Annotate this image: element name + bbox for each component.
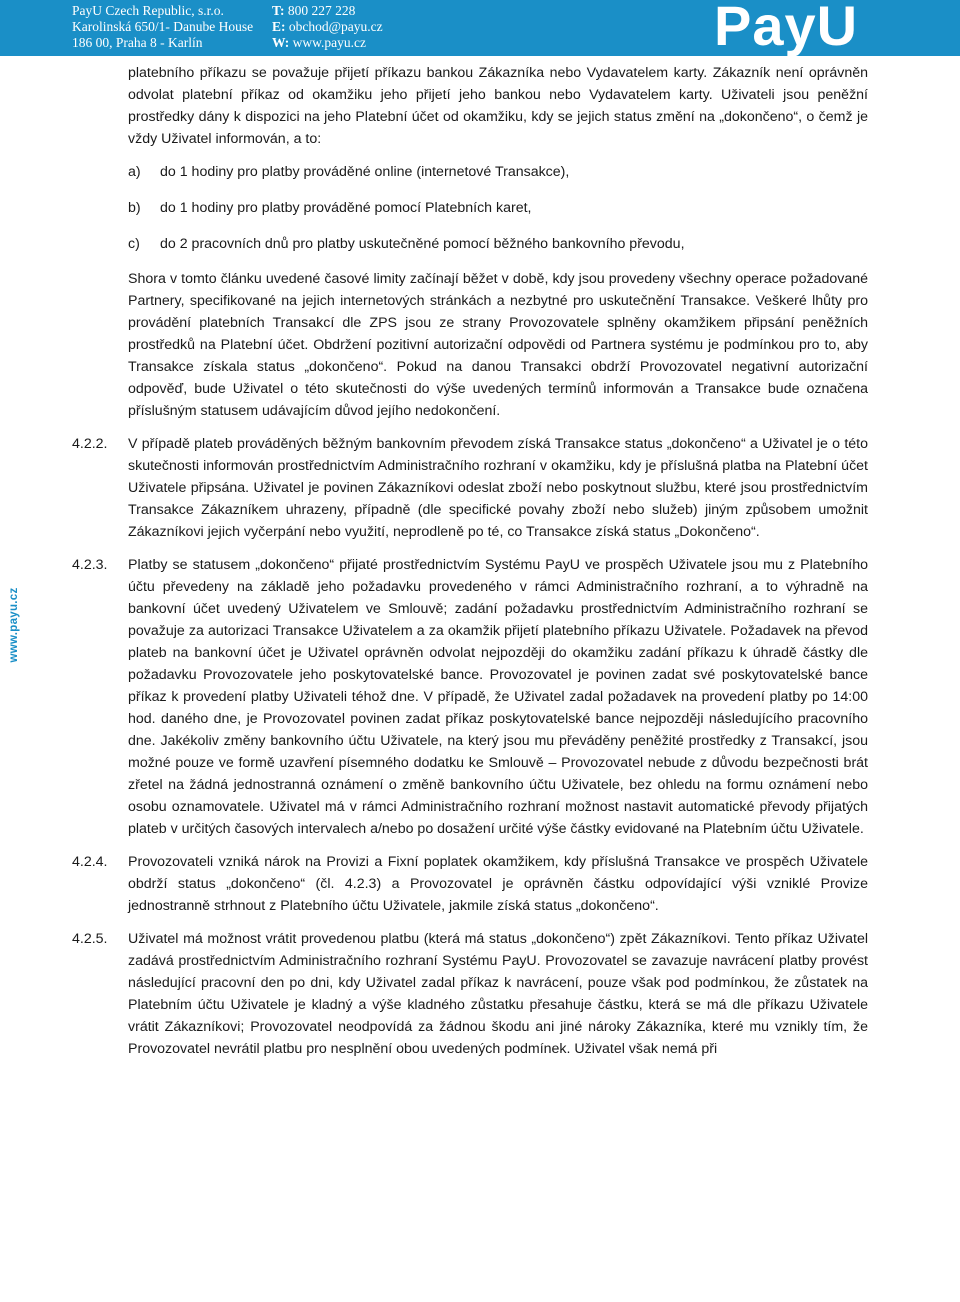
section-number: 4.2.4. — [72, 854, 108, 870]
phone-value: 800 227 228 — [287, 3, 356, 18]
section-text: Platby se statusem „dokončeno“ přijaté prostřednictvím Systému PayU ve prospěch Uživatele jsou mu z Platebního účtu převedeny na základě jeho požadavku provedeného v rámci Administračního rozhraní, a to výhradně na bankovní účet uvedený Uživatelem ve Smlouvě; zadání požadavku prostřednictvím Administračního rozhraní se považuje za autorizaci Transakce Uživatelem a za okamžik přijetí platebního příkazu Uživatele. Požadavek na převod plateb na bankovní účet je Uživatel oprávněn odvolat nejpozději do okamžiku zadání příkazu k úhradě částky dle požadavku Provozovatele jeho poskytovatelské bance. Provozovatel je povinen zadat své poskytovatelské bance příkaz k provedení platby Uživateli téhož dne. V případě, že Uživatel zadal požadavek na provedení platby po 14:00 hod. daného dne, je Provozovatel povinen zadat příkaz poskytovatelské bance nejpozději následujícího pracovního dne. Jakékoliv změny bankovního účtu Uživatele, na který jsou mu převáděny peněžité prostředky z Transakcí, jsou možné pouze ve formě uzavření písemného dodatku ke Smlouvě – Provozovatel nebude z důvodu bezpečnosti brát zřetel na žádná jednostranná oznámení o změně bankovního účtu Uživatele, bez ohledu na formu oznámení nebo osobu oznamovatele. Uživatel má v rámci Administračního rozhraní možnost nastavit automatické převody přijatých plateb v určitých časových intervalech a/nebo po dosažení určité výše částky evidované na Platebním účtu Uživatele. — [128, 557, 868, 837]
email-value: obchod@payu.cz — [288, 19, 383, 34]
logo-text: PayU — [714, 0, 859, 56]
email-line — [272, 19, 472, 35]
web-line — [272, 35, 472, 51]
phone-key: T: — [272, 3, 285, 18]
side-url: www.payu.cz — [8, 587, 20, 663]
contact-block — [272, 3, 472, 51]
list-marker: c) — [128, 236, 140, 252]
section-number: 4.2.3. — [72, 557, 108, 573]
web-value: www.payu.cz — [292, 35, 366, 50]
section-text: Uživatel má možnost vrátit provedenou platbu (která má status „dokončeno“) zpět Zákazníkovi. Tento příkaz Uživatel zadává prostřednictvím Administračního rozhraní Systému PayU. Provozovatel se zavazuje navrácení platby provést následující pracovní den po dni, kdy Uživatel zadal příkaz k navrácení, pouze však pod podmínkou, že zůstatek na Platebním účtu Uživatele je kladný a výše kladného zůstatku přesahuje částku, která se má dle příkazu Uživatele vrátit Zákazníkovi; Provozovatel neodpovídá za žádnou škodu ani jiné nároky Zákazníka, které mu vznikly tím, že Provozovatel nevrátil platbu pro nesplnění obou uvedených podmínek. Uživatel však nemá při — [128, 931, 868, 1057]
document-body — [72, 62, 868, 1060]
company-address-block — [72, 3, 272, 51]
list-marker: a) — [128, 164, 141, 180]
page-header — [0, 0, 960, 56]
address-line-2: 186 00, Praha 8 - Karlín — [72, 35, 203, 50]
section-number: 4.2.2. — [72, 436, 108, 452]
list-marker: b) — [128, 200, 141, 216]
company-name: PayU Czech Republic, s.r.o. — [72, 3, 224, 18]
list-item — [128, 233, 868, 255]
section-4-2-5 — [72, 928, 868, 1060]
section-number: 4.2.5. — [72, 931, 108, 947]
payu-logo — [714, 0, 890, 56]
list-text: do 2 pracovních dnů pro platby uskutečněné pomocí běžného bankovního převodu, — [160, 236, 685, 252]
intro-closing-paragraph: Shora v tomto článku uvedené časové limity začínají běžet v době, kdy jsou provedeny všechny operace požadované Partnery, specifikované na jejich internetových stránkách a nezbytné pro uskutečnění Transakce. Veškeré lhůty pro provádění platebních Transakcí dle ZPS jsou ze strany Provozovatele splněny okamžikem připsání peněžních prostředků na Platební účet. Obdržení pozitivní autorizační odpovědi od Partnera systému je podmínkou pro to, aby Transakce získala status „dokončeno“. Pokud na danou Transakci obdrží Provozovatel negativní autorizační odpověď, bude Uživatel o této skutečnosti do výše uvedených termínů informován a Transakce bude označena příslušným statusem udávajícím důvod jejího nedokončení. — [128, 271, 868, 419]
email-key: E: — [272, 19, 286, 34]
address-line-1: Karolinská 650/1- Danube House — [72, 19, 254, 34]
section-4-2-2 — [72, 433, 868, 543]
phone-line — [272, 3, 472, 19]
section-4-2-3 — [72, 554, 868, 840]
web-key: W: — [272, 35, 290, 50]
section-text: V případě plateb prováděných běžným bankovním převodem získá Transakce status „dokončeno“ a Uživatel je o této skutečnosti informován prostřednictvím Administračního rozhraní v okamžiku, kdy je příslušná platba na Platební účet Uživatele připsána. Uživatel je povinen Zákazníkovi odeslat zboží nebo poskytnout službu, které jsou prostřednictvím Transakce Zákazníkem uhrazeny, případně (dle specifické povahy zboží nebo služeb) jiným způsobem umožnit Zákazníkovi jejich vyčerpání nebo využití, neprodleně po té, co Transakce získá status „Dokončeno“. — [128, 436, 868, 540]
section-4-2-4 — [72, 851, 868, 917]
list-text: do 1 hodiny pro platby prováděné online (internetové Transakce), — [160, 164, 570, 180]
list-text: do 1 hodiny pro platby prováděné pomocí Platebních karet, — [160, 200, 532, 216]
list-item — [128, 161, 868, 183]
list-item — [128, 197, 868, 219]
intro-paragraph: platebního příkazu se považuje přijetí příkazu bankou Zákazníka nebo Vydavatelem karty. Zákazník není oprávněn odvolat platební příkaz od okamžiku jeho přijetí jeho bankou nebo Vydavatelem karty. Uživateli jsou peněžní prostředky dány k dispozici na jeho Platební účet od okamžiku, kdy se jejich status změní na „dokončeno“, o čemž je vždy Uživatel informován, a to: — [128, 65, 868, 147]
section-text: Provozovateli vzniká nárok na Provizi a Fixní poplatek okamžikem, kdy příslušná Transakce ve prospěch Uživatele obdrží status „dokončeno“ (čl. 4.2.3) a Provozovatel je oprávněn částku odpovídající výši vzniklé Provize jednostranně strhnout z Platebního účtu Uživatele, jakmile získá status „dokončeno“. — [128, 854, 868, 914]
